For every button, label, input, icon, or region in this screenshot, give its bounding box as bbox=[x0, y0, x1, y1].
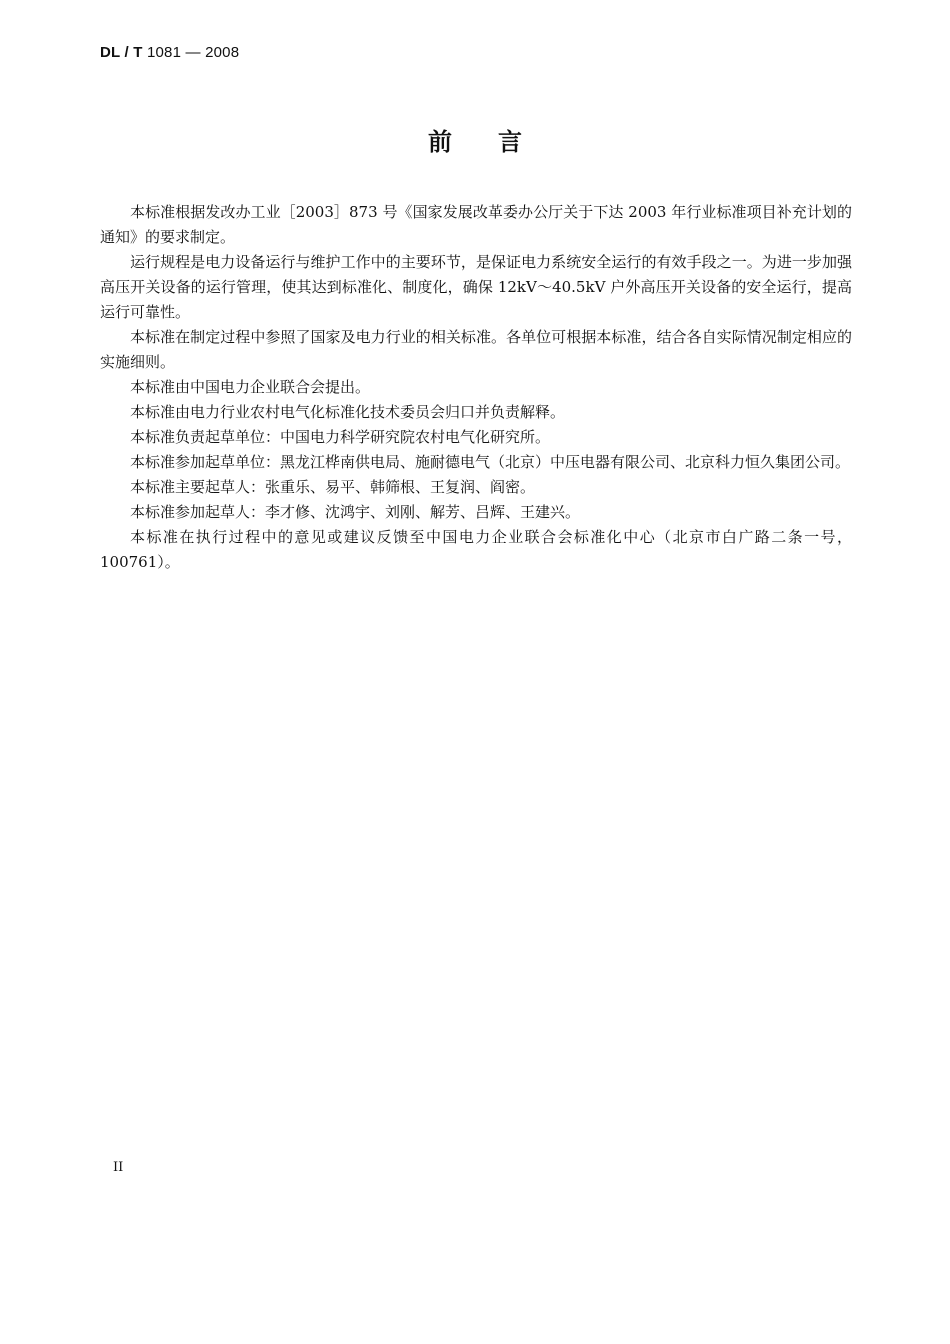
foreword-body bbox=[100, 200, 852, 575]
standard-number: 1081 — 2008 bbox=[146, 44, 240, 61]
standard-code-header bbox=[100, 44, 239, 61]
paragraph: 运行规程是电力设备运行与维护工作中的主要环节，是保证电力系统安全运行的有效手段之一。为进一步加强高压开关设备的运行管理，使其达到标准化、制度化，确保 12kV～40.5kV 户外高压开关设备的安全运行，提高运行可靠性。 bbox=[100, 253, 852, 321]
paragraph: 本标准在执行过程中的意见或建议反馈至中国电力企业联合会标准化中心（北京市白广路二条一号，100761）。 bbox=[100, 528, 852, 571]
standard-code: DL / T bbox=[100, 44, 143, 61]
paragraph: 本标准参加起草人：李才修、沈鸿宇、刘刚、解芳、吕辉、王建兴。 bbox=[130, 503, 581, 521]
paragraph: 本标准由电力行业农村电气化标准化技术委员会归口并负责解释。 bbox=[130, 403, 566, 421]
paragraph: 本标准由中国电力企业联合会提出。 bbox=[130, 378, 371, 396]
paragraph: 本标准主要起草人：张重乐、易平、韩筛根、王复润、阎密。 bbox=[130, 478, 536, 496]
paragraph: 本标准负责起草单位：中国电力科学研究院农村电气化研究所。 bbox=[130, 428, 551, 446]
page-number: II bbox=[113, 1160, 124, 1175]
paragraph: 本标准参加起草单位：黑龙江桦南供电局、施耐德电气（北京）中压电器有限公司、北京科力恒久集团公司。 bbox=[130, 453, 851, 471]
page-title: 前言 bbox=[428, 128, 568, 156]
paragraph: 本标准根据发改办工业［2003］873 号《国家发展改革委办公厅关于下达 2003 年行业标准项目补充计划的通知》的要求制定。 bbox=[100, 203, 852, 246]
paragraph: 本标准在制定过程中参照了国家及电力行业的相关标准。各单位可根据本标准，结合各自实际情况制定相应的实施细则。 bbox=[100, 328, 852, 371]
